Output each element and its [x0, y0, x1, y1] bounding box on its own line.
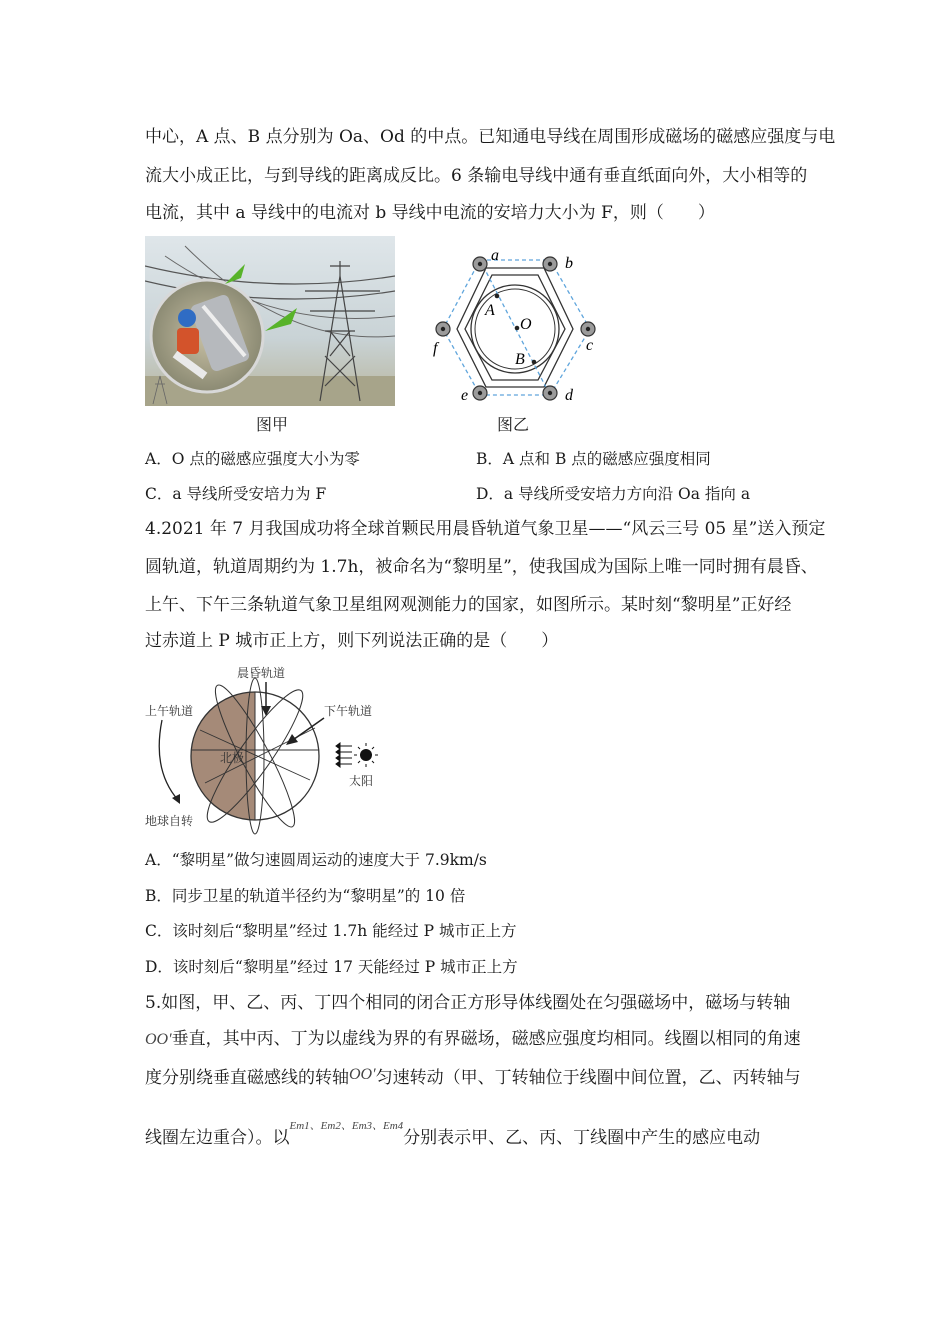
q5-text-line-2 [145, 1029, 801, 1050]
figure-jia-caption: 图甲 [256, 415, 289, 434]
q4-option-b[interactable]: B．同步卫星的轨道半径约为“黎明星”的 10 倍 [145, 887, 466, 905]
q3-text-line-3: 电流，其中 a 导线中的电流对 b 导线中电流的安培力大小为 F，则（ ） [145, 203, 715, 223]
axis-symbol: OO′ [145, 1031, 172, 1048]
q5-line-4-post: 分别表示甲、乙、丙、丁线圈中产生的感应电动 [403, 1128, 761, 1148]
q5-line-4-pre: 线圈左边重合）。以 [145, 1128, 290, 1148]
q4-option-a[interactable]: A．“黎明星”做匀速圆周运动的速度大于 7.9km/s [145, 851, 487, 869]
label-earth-rotation: 地球自转 [145, 814, 194, 828]
q3-option-a[interactable]: A．O 点的磁感应强度大小为零 [145, 450, 360, 468]
emf-1: Em1 [289, 1120, 310, 1132]
figure-yi-hexagon [425, 240, 615, 410]
figure-yi-caption: 图乙 [497, 415, 530, 434]
q4-text-line-2: 圆轨道，轨道周期约为 1.7h，被命名为“黎明星”，使我国成为国际上唯一同时拥有晨昏、 [145, 557, 818, 577]
emf-symbols: Em1、Em2、Em3、Em4 [289, 1120, 404, 1132]
q5-text-line-3 [145, 1068, 801, 1089]
q5-line-3-post: 匀速转动（甲、丁转轴位于线圈中间位置，乙、丙转轴与 [375, 1068, 801, 1088]
emf-3: Em3 [351, 1120, 373, 1132]
q3-text-line-2: 流大小成正比，与到导线的距离成反比。6 条输电导线中通有垂直纸面向外，大小相等的 [145, 166, 808, 186]
q4-text-line-4: 过赤道上 P 城市正上方，则下列说法正确的是（ ） [145, 631, 559, 651]
q5-text-line-1: 5.如图，甲、乙、丙、丁四个相同的闭合正方形导体线圈处在匀强磁场中，磁场与转轴 [145, 993, 791, 1013]
label-north-pole: 北极 [220, 751, 245, 765]
label-a: a [491, 247, 499, 264]
label-afternoon-orbit: 下午轨道 [324, 704, 373, 718]
q4-text-line-1: 4.2021 年 7 月我国成功将全球首颗民用晨昏轨道气象卫星——“风云三号 05 星”送入预定 [145, 519, 826, 539]
label-b: b [565, 255, 573, 272]
label-f: f [433, 340, 438, 357]
q5-line-3-pre: 度分别绕垂直磁感线的转轴 [145, 1068, 349, 1088]
label-c: c [586, 337, 594, 354]
q4-text-line-3: 上午、下午三条轨道气象卫星组网观测能力的国家，如图所示。某时刻“黎明星”正好经 [145, 595, 792, 615]
label-B: B [515, 351, 525, 368]
label-A: A [485, 302, 495, 319]
emf-2: Em2 [320, 1120, 341, 1132]
figure-jia-photo [145, 236, 395, 406]
label-sun: 太阳 [349, 774, 374, 788]
q4-option-d[interactable]: D．该时刻后“黎明星”经过 17 天能经过 P 城市正上方 [145, 958, 518, 976]
axis-symbol-2: OO′ [349, 1066, 376, 1083]
label-d: d [565, 387, 573, 404]
q5-line-2-rest: 垂直，其中丙、丁为以虚线为界的有界磁场，磁感应强度均相同。线圈以相同的角速 [171, 1029, 801, 1049]
q4-option-c[interactable]: C．该时刻后“黎明星”经过 1.7h 能经过 P 城市正上方 [145, 922, 517, 940]
q5-text-line-4 [145, 1120, 761, 1150]
label-dawn-orbit: 晨昏轨道 [237, 666, 286, 680]
q3-text-line-1: 中心，A 点、B 点分别为 Oa、Od 的中点。已知通电导线在周围形成磁场的磁感应强度与电 [145, 127, 836, 147]
q3-option-b[interactable]: B．A 点和 B 点的磁感应强度相同 [476, 450, 711, 468]
q3-option-c[interactable]: C．a 导线所受安培力为 F [145, 485, 327, 503]
label-O: O [520, 316, 532, 333]
label-e: e [461, 387, 469, 404]
label-morning-orbit: 上午轨道 [145, 704, 194, 718]
emf-4: Em4 [383, 1120, 404, 1132]
q3-option-d[interactable]: D．a 导线所受安培力方向沿 Oa 指向 a [476, 485, 751, 503]
figure-satellite-orbits [140, 660, 390, 835]
